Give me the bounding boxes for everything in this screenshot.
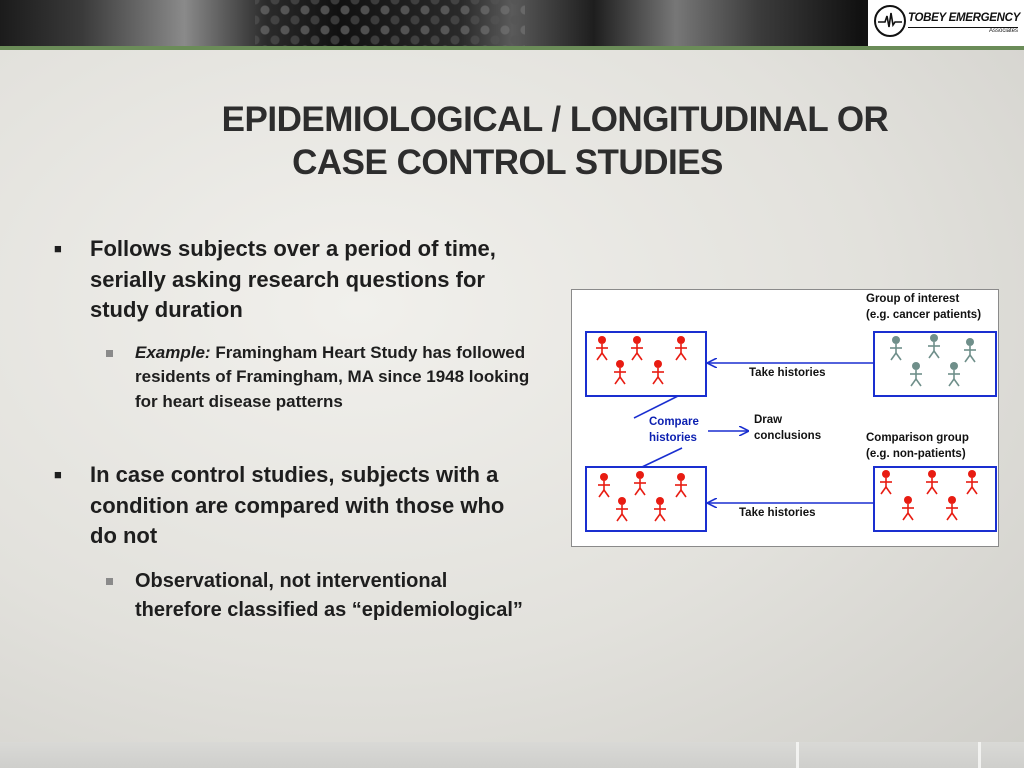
comparison-group-label: Comparison group bbox=[866, 432, 969, 444]
slide-title bbox=[0, 98, 1024, 184]
compare-connector-top bbox=[634, 396, 678, 418]
footer-bar bbox=[0, 742, 1024, 768]
bullet-text: In case control studies, subjects with a condition are compared with those who do not bbox=[90, 462, 505, 548]
take-histories-label-top: Take histories bbox=[749, 367, 826, 379]
footer-divider bbox=[978, 742, 981, 768]
stick-figure-icon bbox=[964, 338, 976, 362]
logo-heartbeat-icon bbox=[874, 5, 906, 37]
compare-connector-bottom bbox=[642, 448, 682, 467]
sub-bullet-square-icon bbox=[106, 350, 113, 357]
comparison-group-example: (e.g. non-patients) bbox=[866, 448, 966, 460]
group-of-interest-example: (e.g. cancer patients) bbox=[866, 309, 982, 321]
sub-bullet-text: Framingham Heart Study has followed residents of Framingham, MA since 1948 looking for heart disease patterns bbox=[135, 342, 530, 411]
slide-title-line2: CASE CONTROL STUDIES bbox=[292, 143, 723, 182]
draw-label: Draw bbox=[754, 414, 783, 426]
take-histories-label-bottom: Take histories bbox=[739, 507, 816, 519]
header-rule bbox=[0, 46, 1024, 50]
bullet-square-icon: ■ bbox=[54, 241, 62, 256]
diagram-svg bbox=[572, 290, 1000, 548]
stick-figure-icon bbox=[616, 497, 628, 521]
case-control-diagram bbox=[571, 289, 999, 547]
slide-title-line1: EPIDEMIOLOGICAL / LONGITUDINAL OR bbox=[221, 100, 889, 139]
stick-figure-icon bbox=[598, 473, 610, 497]
sub-bullet-text: Observational, not interventional therefore classified as “epidemiological” bbox=[135, 569, 523, 621]
stick-figure-icon bbox=[926, 470, 938, 494]
stick-figure-icon bbox=[634, 471, 646, 495]
draw-label-2: conclusions bbox=[754, 430, 822, 442]
stick-figure-icon bbox=[928, 334, 940, 358]
stick-figure-icon bbox=[880, 470, 892, 494]
bullet-text: Follows subjects over a period of time, serially asking research questions for study duration bbox=[90, 236, 496, 322]
stick-figure-icon bbox=[966, 470, 978, 494]
stick-figure-icon bbox=[946, 496, 958, 520]
sub-bullet-item bbox=[54, 567, 534, 625]
stick-figure-icon bbox=[902, 496, 914, 520]
logo-subtext: Associates bbox=[988, 28, 1018, 34]
stick-figure-icon bbox=[652, 360, 664, 384]
bullet-list bbox=[54, 234, 534, 625]
stick-figure-icon bbox=[675, 336, 687, 360]
sub-bullet-italic: Example: bbox=[135, 342, 211, 362]
banner-texture bbox=[255, 0, 525, 46]
bullet-item bbox=[54, 234, 534, 326]
stick-figure-icon bbox=[614, 360, 626, 384]
group-of-interest-label: Group of interest bbox=[866, 293, 960, 305]
stick-figure-icon bbox=[910, 362, 922, 386]
sub-bullet-square-icon bbox=[106, 578, 113, 585]
stick-figure-icon bbox=[675, 473, 687, 497]
logo-text: TOBEY EMERGENCY bbox=[908, 12, 1021, 24]
footer-divider bbox=[796, 742, 799, 768]
stick-figure-icon bbox=[596, 336, 608, 360]
bullet-item bbox=[54, 460, 534, 552]
stick-figure-icon bbox=[631, 336, 643, 360]
logo bbox=[868, 0, 1024, 46]
sub-bullet-item bbox=[54, 341, 534, 415]
bullet-square-icon: ■ bbox=[54, 467, 62, 482]
stick-figure-icon bbox=[948, 362, 960, 386]
stick-figure-icon bbox=[654, 497, 666, 521]
compare-label: Compare bbox=[649, 416, 699, 428]
stick-figure-icon bbox=[890, 336, 902, 360]
compare-label-2: histories bbox=[649, 432, 697, 444]
